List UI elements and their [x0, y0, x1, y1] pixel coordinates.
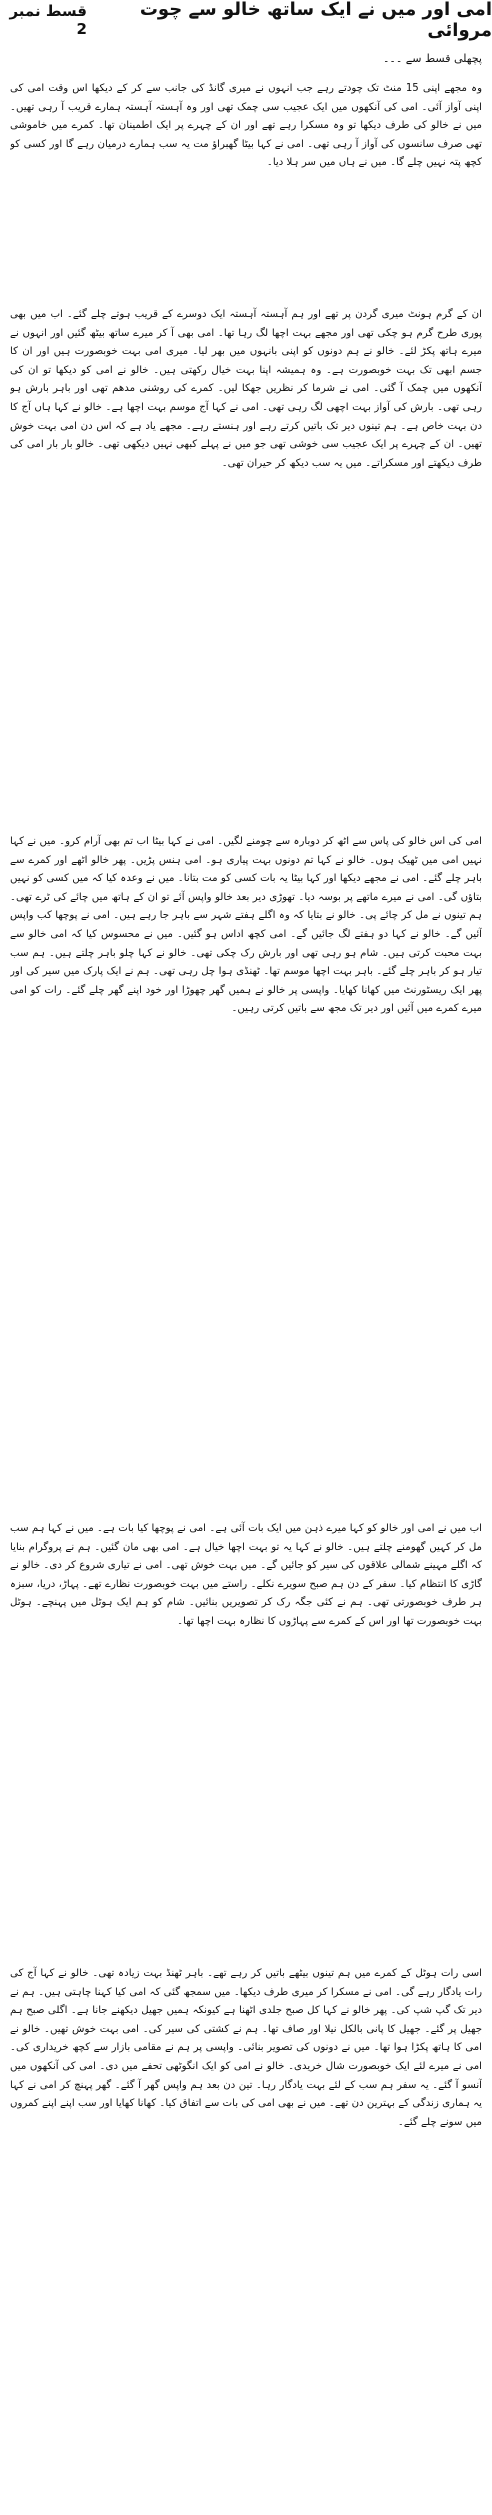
paragraph: اب میں نے امی اور خالو کو کہا میرے ذہن میں ایک بات آئی ہے۔ امی نے پوچھا کیا بات ہے۔ میں نے کہا ہم سب مل کر کہیں گھومنے چلتے ہیں۔ خالو نے کہا یہ تو بہت اچھا خیال ہے۔ امی بھی مان گئیں۔ ہم نے پروگرام بنایا کہ اگلے مہینے شمالی علاقوں کی سیر کو جائیں گے۔ میں بہت خوش تھی۔ امی نے تیاری شروع کر دی۔ خالو نے گاڑی کا انتظام کیا۔ سفر کے دن ہم صبح سویرے نکلے۔ راستے میں بہت خوبصورت نظارے تھے۔ پہاڑ، دریا، سبزہ ہر طرف خوبصورتی تھی۔ ہم نے کئی جگہ رک کر تصویریں بنائیں۔ شام کو ہم ایک ہوٹل میں پہنچے۔ ہوٹل بہت خوبصورت تھا اور اس کے کمرے سے پہاڑوں کا نظارہ بہت اچھا تھا۔ [10, 1523, 482, 1627]
title-main: امی اور میں نے ایک ساتھ خالو سے چوت مروائی [139, 0, 492, 41]
previous-part-label: پچھلی قسط سے ۔۔۔ [382, 52, 482, 65]
paragraph: ان کے گرم ہونٹ میری گردن پر تھے اور ہم آہستہ آہستہ ایک دوسرے کے قریب ہوتے چلے گئے۔ اب میں بھی پوری طرح گرم ہو چکی تھی اور مجھے بہت اچھا لگ رہا تھا۔ امی بھی آ کر میرے ساتھ بیٹھ گئیں اور انہوں نے میرے ہاتھ پکڑ لئے۔ خالو نے ہم دونوں کو اپنی بانہوں میں بھر لیا۔ میری امی بہت خوبصورت ہیں اور ان کا جسم ابھی تک بہت خوبصورت ہے۔ وہ ہمیشہ اپنا بہت خیال رکھتی ہیں۔ خالو نے امی کو دیکھا تو ان کی آنکھوں میں چمک آ گئی۔ امی نے شرما کر نظریں جھکا لیں۔ کمرے کی روشنی مدھم تھی اور باہر بارش ہو رہی تھی۔ بارش کی آواز بہت اچھی لگ رہی تھی۔ امی نے کہا آج موسم بہت اچھا ہے۔ خالو نے کہا ہاں آج کا دن بہت خاص ہے۔ ہم تینوں دیر تک باتیں کرتے رہے اور ہنستے رہے۔ مجھے یاد ہے کہ اس دن امی بہت خوش تھیں۔ ان کے چہرے پر ایک عجیب سی خوشی تھی جو میں نے پہلے کبھی نہیں دیکھی تھی۔ خالو بار بار امی کی طرف دیکھتے اور مسکراتے۔ میں یہ سب دیکھ کر حیران تھی۔ [10, 309, 482, 469]
story-title [0, 0, 492, 40]
paragraph: اسی رات ہوٹل کے کمرے میں ہم تینوں بیٹھے باتیں کر رہے تھے۔ باہر ٹھنڈ بہت زیادہ تھی۔ خالو نے کہا آج کی رات یادگار رہے گی۔ امی نے مسکرا کر میری طرف دیکھا۔ میں سمجھ گئی کہ امی کیا کہنا چاہتی ہیں۔ ہم نے دیر تک گپ شپ کی۔ پھر خالو نے کہا کل صبح جلدی اٹھنا ہے کیونکہ ہمیں جھیل دیکھنے جانا ہے۔ اگلی صبح ہم جھیل پر گئے۔ جھیل کا پانی بالکل نیلا اور صاف تھا۔ ہم نے کشتی کی سیر کی۔ امی بہت خوش تھیں۔ خالو نے امی کا ہاتھ پکڑا ہوا تھا۔ میں نے دونوں کی تصویر بنائی۔ واپسی پر ہم نے مقامی بازار سے کچھ خریداری کی۔ امی نے میرے لئے ایک خوبصورت شال خریدی۔ خالو نے امی کو ایک انگوٹھی تحفے میں دی۔ امی کی آنکھوں میں آنسو آ گئے۔ یہ سفر ہم سب کے لئے بہت یادگار رہا۔ تین دن بعد ہم واپس گھر آ گئے۔ گھر پہنچ کر امی نے کہا یہ ہماری زندگی کے بہترین دن تھے۔ میں نے بھی امی کی بات سے اتفاق کیا۔ کھانا کھایا اور سب اپنے اپنے کمروں میں سونے چلے گئے۔ [10, 1968, 482, 2128]
title-part: قسط نمبر 2 [9, 2, 87, 38]
paragraph: امی کی اس خالو کی پاس سے اٹھ کر دوبارہ سے چومنے لگیں۔ امی نے کہا بیٹا اب تم بھی آرام کرو۔ میں نے کہا نہیں امی میں ٹھیک ہوں۔ خالو نے کہا تم دونوں بہت پیاری ہو۔ امی ہنس پڑیں۔ پھر خالو اٹھے اور کمرے سے باہر چلے گئے۔ امی نے مجھے دیکھا اور کہا بیٹا یہ بات کسی کو مت بتانا۔ میں نے وعدہ کیا کہ میں کسی کو نہیں بتاؤں گی۔ امی نے میرے ماتھے پر بوسہ دیا۔ تھوڑی دیر بعد خالو واپس آئے تو ان کے ہاتھ میں چائے کی ٹرے تھی۔ ہم تینوں نے مل کر چائے پی۔ خالو نے بتایا کہ وہ اگلے ہفتے شہر سے باہر جا رہے ہیں۔ امی نے پوچھا کب واپس آئیں گے۔ خالو نے کہا دو ہفتے لگ جائیں گے۔ امی کچھ اداس ہو گئیں۔ میں نے محسوس کیا کہ امی خالو سے بہت محبت کرتی ہیں۔ شام ہو رہی تھی اور بارش رک چکی تھی۔ خالو نے کہا چلو باہر چلتے ہیں۔ ہم سب تیار ہو کر باہر چلے گئے۔ باہر بہت اچھا موسم تھا۔ ٹھنڈی ہوا چل رہی تھی۔ ہم نے ایک پارک میں سیر کی اور پھر ایک ریسٹورنٹ میں کھانا کھایا۔ واپسی پر خالو نے ہمیں گھر چھوڑا اور خود اپنے گھر چلے گئے۔ رات کو امی میرے کمرے میں آئیں اور دیر تک مجھ سے باتیں کرتی رہیں۔ [10, 836, 482, 1015]
paragraph: وہ مجھے اپنی 15 منٹ تک چودتے رہے جب انہوں نے میری گانڈ کی جانب سے کر کے دیکھا اس وقت امی کی اپنی آواز آئی۔ امی کی آنکھوں میں ایک عجیب سی چمک تھی اور وہ آہستہ آہستہ ہمارے قریب آ رہی تھیں۔ میں نے خالو کی طرف دیکھا تو وہ مسکرا رہے تھے اور ان کے چہرے پر ایک اطمینان تھا۔ کمرے میں خاموشی تھی صرف سانسوں کی آواز آ رہی تھی۔ امی نے کہا بیٹا گھبراؤ مت یہ سب ہمارے درمیان رہے گا اور کسی کو کچھ پتہ نہیں چلے گا۔ میں نے ہاں میں سر ہلا دیا۔ [10, 83, 482, 169]
